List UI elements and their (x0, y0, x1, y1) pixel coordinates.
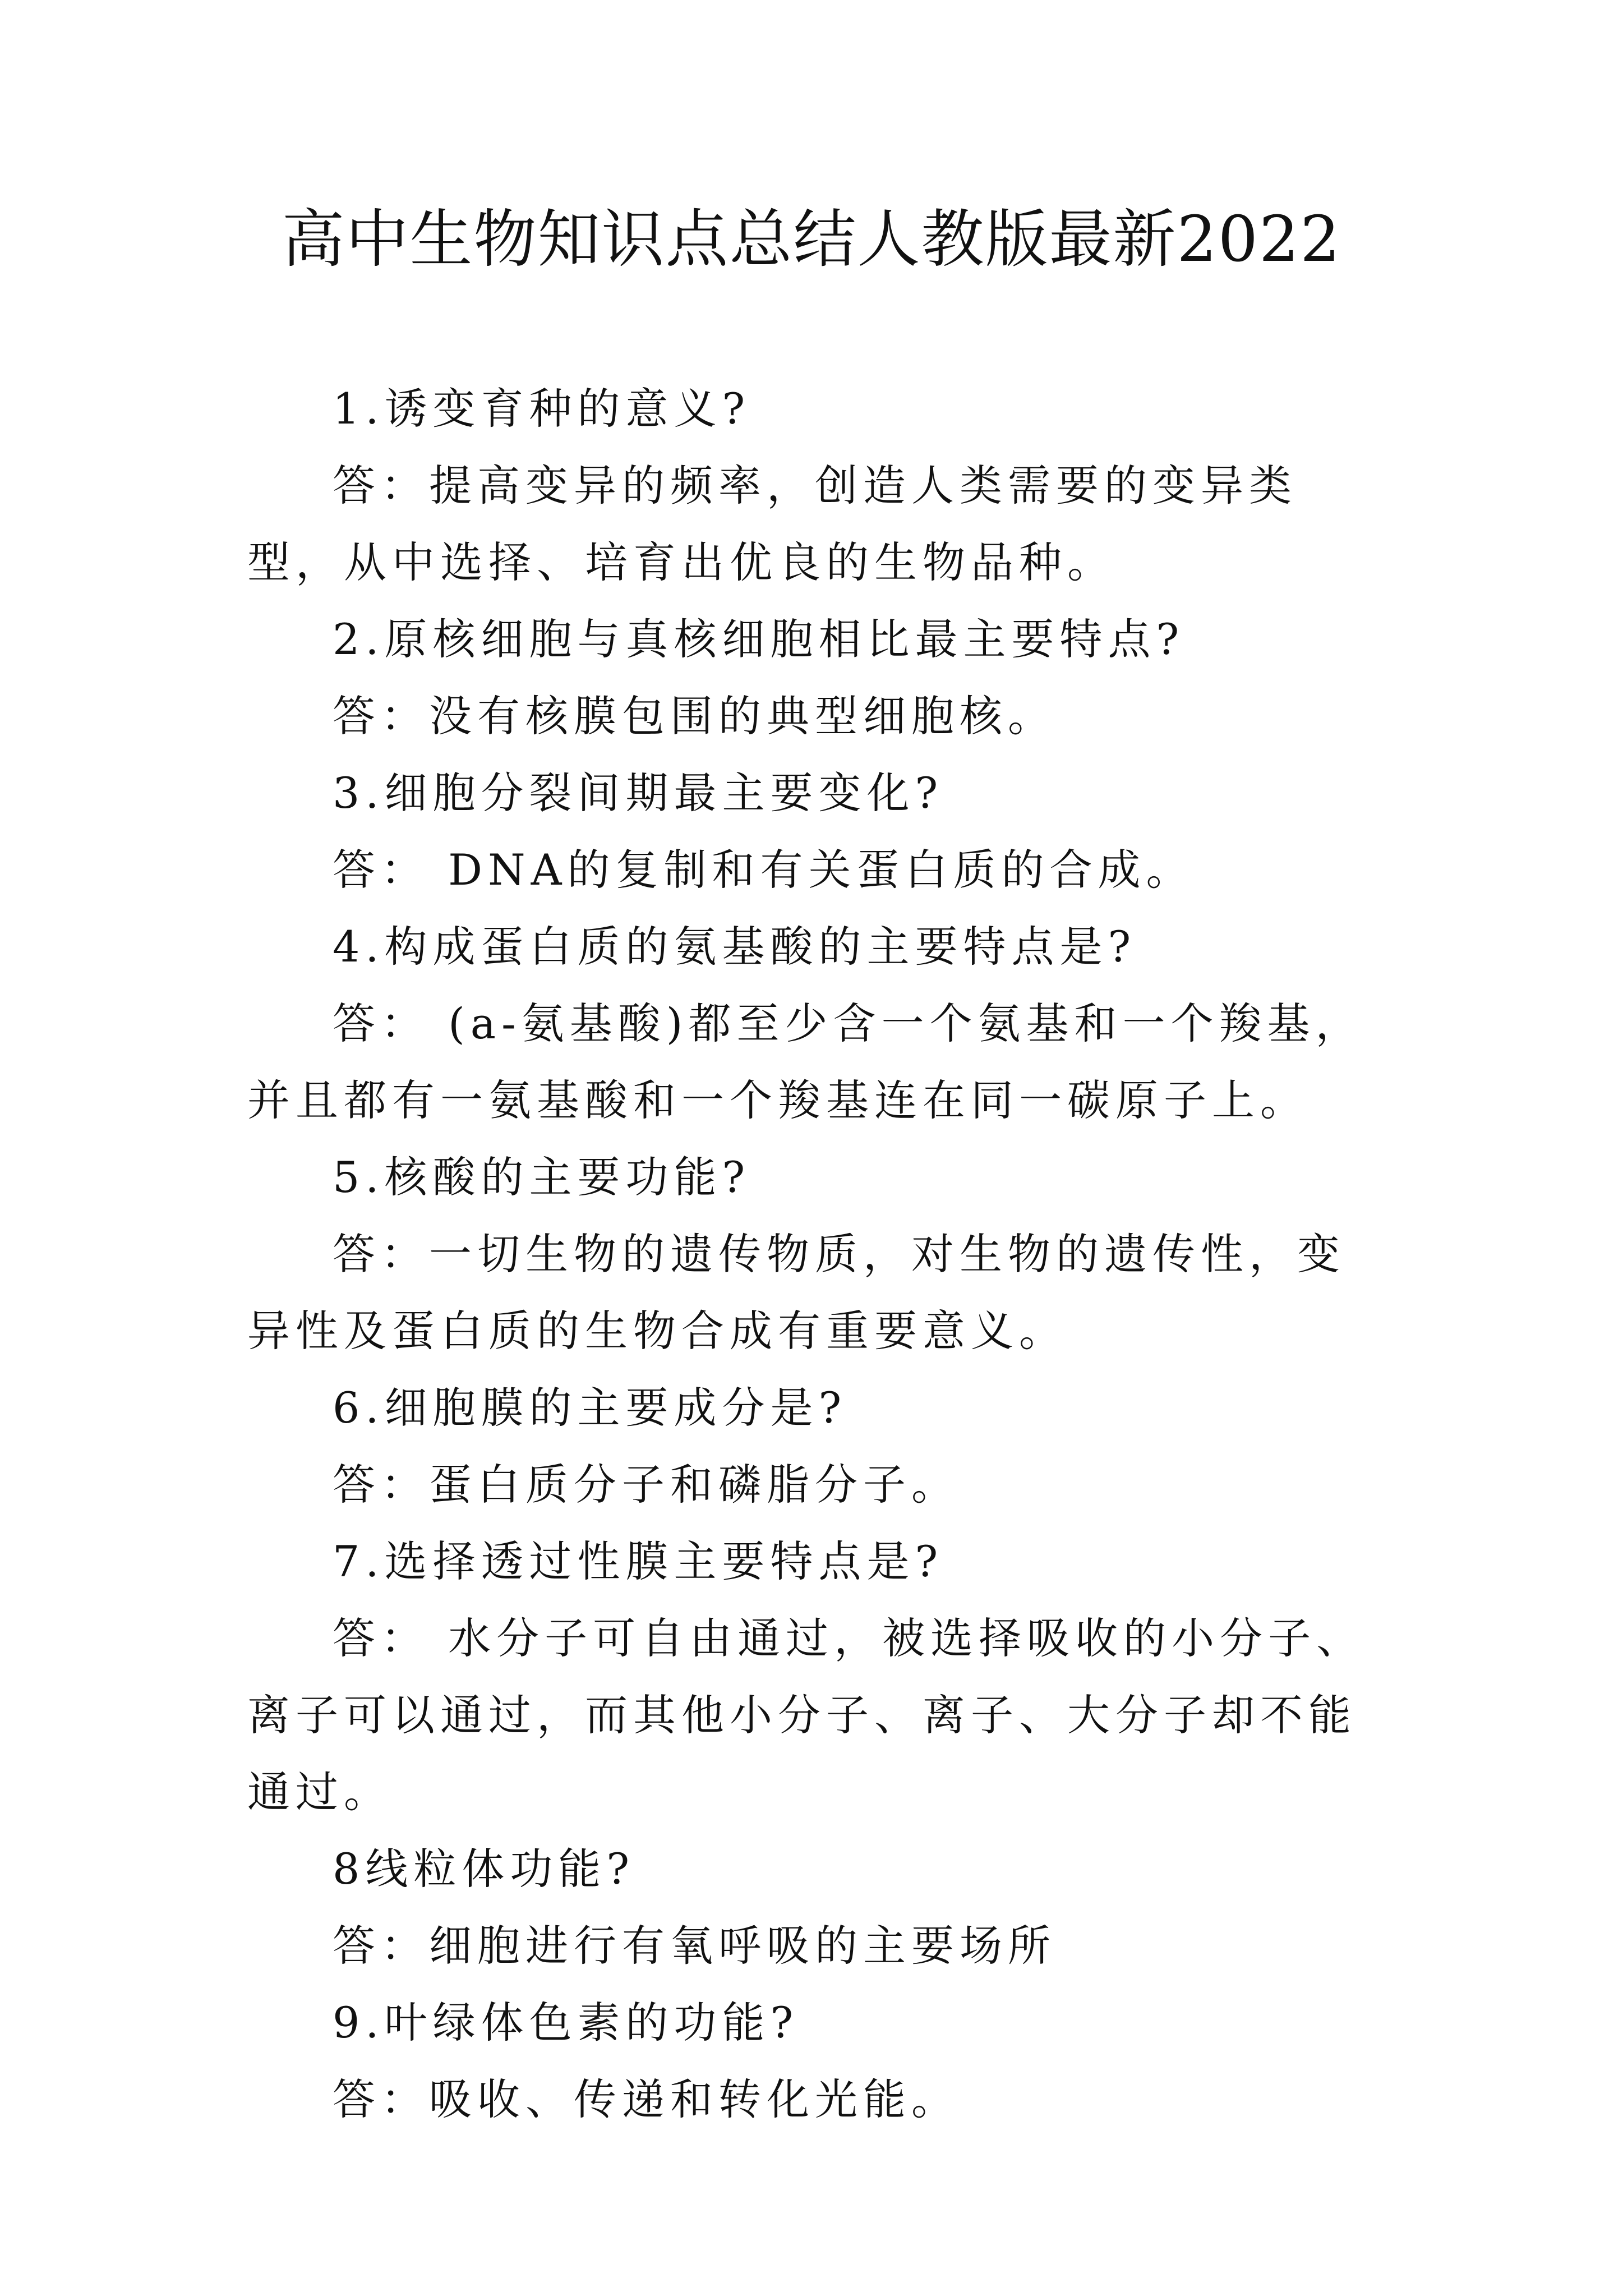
question-1: 1.诱变育种的意义? (333, 384, 751, 434)
question-8: 8线粒体功能? (333, 1844, 635, 1894)
answer-5: 答：一切生物的遗传物质，对生物的遗传性，变异性及蛋白质的生物合成有重要意义。 (247, 1229, 1345, 1356)
document-body (247, 370, 1386, 2138)
question-2: 2.原核细胞与真核细胞相比最主要特点? (333, 614, 1185, 664)
question-5: 5.核酸的主要功能? (333, 1152, 751, 1202)
answer-6: 答：蛋白质分子和磷脂分子。 (333, 1460, 960, 1510)
answer-2: 答：没有核膜包围的典型细胞核。 (333, 691, 1056, 741)
answer-3: 答： DNA的复制和有关蛋白质的合成。 (333, 845, 1195, 895)
answer-1: 答：提高变异的频率，创造人类需要的变异类型，从中选择、培育出优良的生物品种。 (247, 461, 1297, 587)
answer-9: 答：吸收、传递和转化光能。 (333, 2074, 960, 2124)
question-4: 4.构成蛋白质的氨基酸的主要特点是? (333, 922, 1137, 972)
answer-4: 答： (a-氨基酸)都至少含一个氨基和一个羧基，并且都有一氨基酸和一个羧基连在同一碳原子上。 (247, 999, 1364, 1125)
document-title: 高中生物知识点总结人教版最新2022 (282, 203, 1341, 276)
question-6: 6.细胞膜的主要成分是? (333, 1383, 847, 1433)
answer-7: 答： 水分子可自由通过，被选择吸收的小分子、离子可以通过，而其他小分子、离子、大分子却不能通过。 (247, 1613, 1365, 1817)
question-9: 9.叶绿体色素的功能? (333, 1998, 799, 2047)
question-3: 3.细胞分裂间期最主要变化? (333, 768, 944, 818)
answer-8: 答：细胞进行有氧呼吸的主要场所 (333, 1921, 1056, 1971)
question-7: 7.选择透过性膜主要特点是? (333, 1536, 944, 1586)
